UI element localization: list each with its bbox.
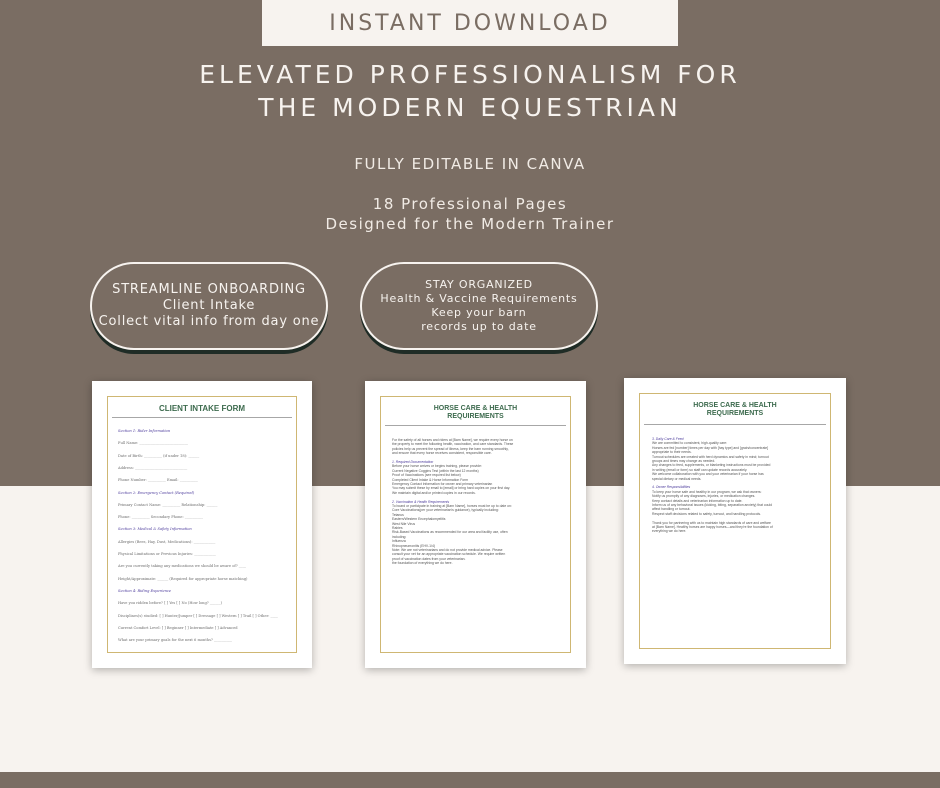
body-line: appropriate to their needs. [652,450,692,455]
horse-care-health-requirements-page-1 [365,381,586,668]
document-title [365,405,586,421]
headline-line-2: THE MODERN EQUESTRIAN [258,93,682,122]
pages-count: 18 Professional Pages [372,195,568,213]
body-line: Inform us of any behavioral issues (kicking, biting, separation anxiety) that could [652,503,773,507]
body-line: and ensure that every horse receives consistent, responsible care. [392,451,492,456]
body-line: For the safety of all horses and riders at [Barn Name], we require every horse on [392,438,513,442]
form-field: Are you currently taking any medications we should be aware of? ____ [118,564,246,569]
headline-line-1: ELEVATED PROFESSIONALISM FOR [199,60,741,89]
form-field: Phone Number: __________ Email: __________ [118,478,198,483]
form-field: What are your primary goals for the next 6 months? __________ [118,638,232,643]
body-line: the foundation of everything we do here. [392,561,453,566]
body-line: Rhinopneumonitis (EHV-1/4) [392,543,435,548]
title-divider [112,417,292,418]
body-line: Eastern/Western Encephalomyelitis [392,517,446,522]
pill2-description-2: records up to date [421,320,537,333]
body-line: You may submit these by email to [email] or bring hard copies on your first day. [392,486,511,491]
pill2-heading: STAY ORGANIZED [425,278,533,291]
title-divider [644,424,826,425]
designed-for: Designed for the Modern Trainer [325,215,615,233]
body-line: We are committed to consistent, high-quality care: [652,441,728,446]
body-section-heading: 1. Required Documentation [392,460,434,464]
body-line: Turnout schedules are created with herd dynamics and safety in mind; turnout [652,454,769,459]
body-section-heading: 3. Daily Care & Feed [652,437,684,441]
body-line: Any changes to feed, supplements, or blanketing instructions must be provided [652,463,771,468]
document-title-line-1: HORSE CARE & HEALTH [433,405,518,412]
form-section-heading: Section 3: Medical & Safety Information [118,527,192,532]
form-field: Date of Birth: __________ (if under 18): ______ [118,453,200,458]
body-line: including: [392,534,407,539]
pill1-heading: STREAMLINE ONBOARDING [112,282,306,297]
document-title [624,402,846,418]
document-title-line-2: REQUIREMENTS [706,410,764,417]
body-line: proof of vaccination dates from your veterinarian. [392,556,466,561]
form-field: Address: _____________________________ [118,465,188,470]
body-line: everything we do here. [652,529,687,534]
horse-care-health-requirements-page-2 [624,378,846,664]
body-section-heading: 4. Owner Responsibilities [652,485,691,490]
pill2-subtitle: Health & Vaccine Requirements [380,292,578,305]
body-line: Proof of Vaccinations (see required list below) [392,473,461,478]
stay-organized-pill [360,262,598,350]
body-line: Rabies [392,526,403,530]
form-field: Phone: __________ Secondary Phone: __________ [118,515,203,520]
body-line: Risk-Based Vaccinations as recommended for our area and facility use, often [392,530,508,535]
document-title-line-1: HORSE CARE & HEALTH [693,402,777,409]
headline [0,58,940,124]
bottom-background-band [0,772,940,788]
body-line: Before your horse arrives or begins training, please provide: [392,464,482,469]
pill2-description-1: Keep your barn [431,306,527,319]
body-line: Influenza [392,539,406,544]
form-field: Allergies (Bees, Hay, Dust, Medications): ____________ [118,539,216,544]
body-line: at [Barn Name]. Healthy horses are happy horses—and they're the foundation of [652,525,773,529]
body-section-heading: 2. Vaccination & Health Requirements [392,499,450,504]
body-line: Emergency Contact Information for owner and primary veterinarian [392,482,493,486]
body-line: To board or participate in training at [Barn Name], horses must be up to date on: [392,504,512,508]
body-line: in writing (email or form) so staff can update records accurately. [652,467,748,472]
form-section-heading: Section 1: Rider Information [118,429,171,433]
form-field: Height/Approximate: ______ (Required for appropriate horse matching) [118,576,248,581]
body-line: Thank you for partnering with us to maintain high standards of care and welfare [652,520,771,525]
body-line: Notify us promptly of any diagnoses, injuries, or medication changes. [652,494,756,499]
document-title-line-2: REQUIREMENTS [447,413,504,420]
body-line: special dietary or medical needs. [652,476,702,481]
title-divider [385,425,566,426]
form-field: Have you ridden before? [ ] Yes [ ] No (How long? ______) [118,601,223,606]
document-title: CLIENT INTAKE FORM [158,404,246,413]
form-field: Disciplines(s) studied: [ ] Hunter/Jumper [ ] Dressage [ ] Western [ ] Trail [ ] Other: ____ [118,613,278,618]
body-line: To keep your horse safe and healthy in our program, we ask that owners: [652,489,762,494]
pill1-description: Collect vital info from day one [98,314,320,329]
body-line: West Nile Virus [392,521,416,526]
body-line: consult your vet for an appropriate vaccination schedule. We require written [392,552,506,557]
body-line: policies help us prevent the spread of illness, keep the barn running smoothly, [392,446,509,451]
form-section-heading: Section 2: Emergency Contact (Required) [118,490,195,495]
body-line: Respect staff decisions related to safety, turnout, and handling protocols. [652,511,762,516]
body-line: Keep contact details and veterinarian information up to date. [652,498,743,503]
body-line: Note: We are not veterinarians and do not provide medical advice. Please [392,548,503,552]
client-intake-form-preview [92,381,312,668]
body-line: Core Vaccinations(per your veterinarian's guidance), typically including: [392,508,499,513]
body-line: We maintain digital and/or printed copies in our records. [392,490,476,495]
body-line: Horses are fed [number] times per day with [hay type] and [grain/concentrate] [652,445,769,450]
streamline-onboarding-pill [90,262,328,350]
body-line: We welcome collaboration with you and your veterinarian if your horse has [652,472,764,477]
body-line: Tetanus [392,512,404,517]
pill1-subtitle: Client Intake [162,298,256,313]
form-section-heading: Section 4: Riding Experience [118,588,172,593]
instant-download-banner: INSTANT DOWNLOAD [262,0,678,46]
editable-note: FULLY EDITABLE IN CANVA [354,155,586,173]
body-line: the property to meet the following health, vaccination, and care standards. These [392,442,514,447]
body-line: groups and times may change as needed. [652,459,716,463]
form-field: Current Comfort Level: [ ] Beginner [ ] Intermediate [ ] Advanced [118,625,238,630]
form-field: Physical Limitations or Previous Injuries: ____________ [118,552,216,556]
body-line: Current Negative Coggins Test (within the last 12 months) [392,468,479,473]
form-field: Primary Contact Name: __________ Relationship: ______ [118,502,218,507]
body-line: Completed Client Intake & Horse Information Form [392,477,469,482]
form-field: Full Name: ___________________________ [118,441,188,446]
body-line: affect handling or turnout. [652,507,691,512]
